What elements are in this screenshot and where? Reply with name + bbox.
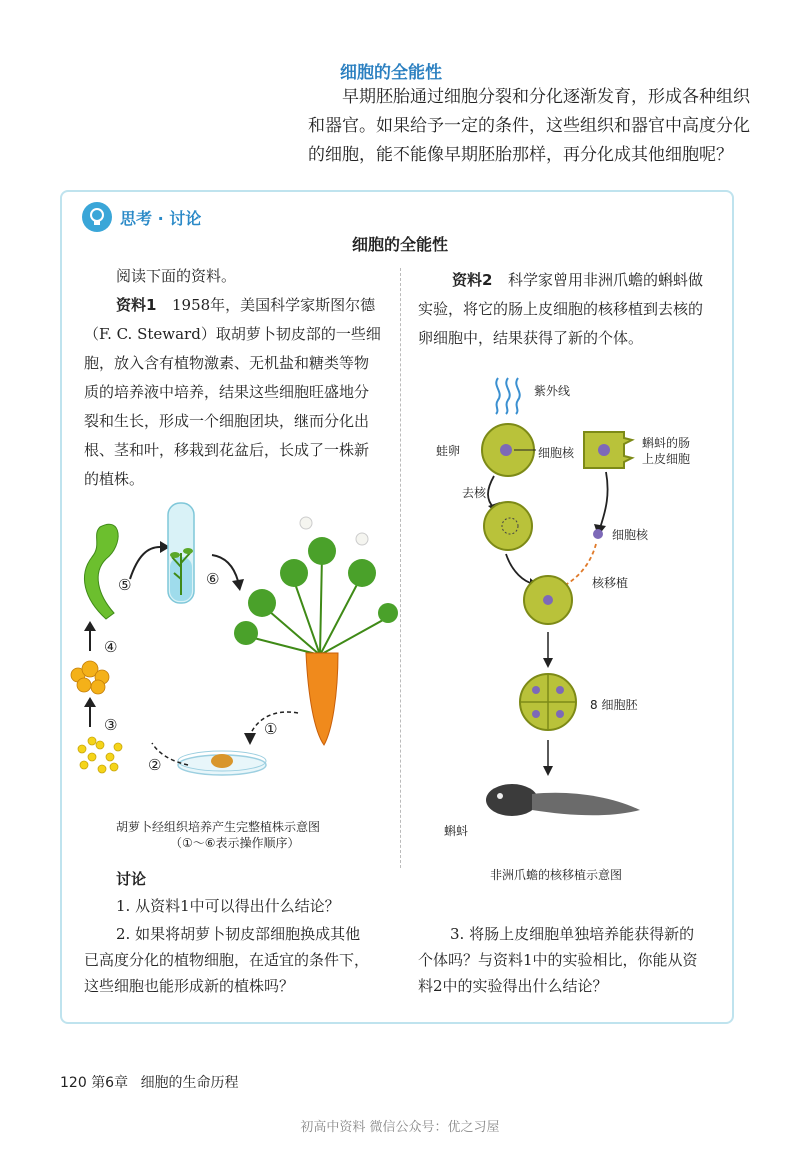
step-2-label: ② — [148, 756, 162, 774]
material2-line-2: 实验，将它的肠上皮细胞的核移植到去核的 — [418, 300, 704, 318]
transplant-label: 核移植 — [592, 576, 629, 590]
question-3-line-3: 料2中的实验得出什么结论？ — [418, 977, 608, 995]
left-lead: 阅读下面的资料。 — [116, 267, 237, 285]
material1-line-1: 1958年，美国科学家斯图尔德 — [172, 296, 376, 314]
carrot-caption-line-1: 胡萝卜经组织培养产生完整植株示意图 — [116, 820, 321, 834]
eight-cell-embryo-icon — [520, 674, 576, 730]
loose-cells-icon — [78, 737, 122, 773]
intestinal-cell-icon — [584, 432, 632, 468]
carrot-caption-line-2: （①～⑥表示操作顺序） — [170, 836, 300, 850]
question-3-line-2: 个体吗？与资料1中的实验相比，你能从资 — [418, 951, 698, 969]
step-6-label: ⑥ — [206, 570, 220, 588]
intro-line-1: 早期胚胎通过细胞分裂和分化逐渐发育，形成各种组织 — [342, 87, 750, 107]
step-5-label: ⑤ — [118, 576, 132, 594]
material1-line-4: 质的培养液中培养，结果这些细胞旺盛地分 — [84, 383, 370, 401]
material1-tag: 资料1 — [116, 296, 157, 314]
panel-label: 思考 · 讨论 — [120, 209, 202, 228]
watermark-text: 初高中资料 微信公众号：优之习屋 — [300, 1120, 500, 1135]
material1-line-5: 裂和生长，形成一个细胞团块，继而分化出 — [84, 412, 370, 430]
step-4-label: ④ — [104, 638, 118, 656]
petri-dish-icon — [178, 751, 266, 775]
material1-line-7: 的植株。 — [84, 470, 145, 488]
intestinal-label-2: 上皮细胞 — [642, 452, 691, 466]
page-number: 120 — [60, 1075, 87, 1091]
test-tube-icon — [168, 503, 194, 603]
chapter-title: 细胞的生命历程 — [140, 1075, 239, 1091]
material2-line-1: 科学家曾用非洲爪蟾的蝌蚪做 — [508, 271, 704, 289]
material2-line-3: 卵细胞中，结果获得了新的个体。 — [418, 329, 644, 347]
question-2-line-2: 已高度分化的植物细胞，在适宜的条件下， — [84, 951, 370, 969]
frog-caption: 非洲爪蟾的核移植示意图 — [490, 868, 623, 882]
panel-title: 细胞的全能性 — [351, 235, 448, 254]
intro-line-2: 和器官。如果给予一定的条件，这些组织和器官中高度分化 — [308, 116, 750, 136]
recipient-egg-icon — [524, 576, 572, 624]
tadpole-icon — [486, 784, 640, 816]
page-footer — [60, 1072, 239, 1092]
egg-label: 蛙卵 — [436, 444, 461, 458]
question-2-line-3: 这些细胞也能形成新的植株吗？ — [84, 977, 295, 995]
lightbulb-icon — [82, 202, 112, 232]
material1-line-3: 胞，放入含有植物激素、无机盐和糖类等物 — [84, 354, 370, 372]
step-3-label: ③ — [104, 716, 118, 734]
uv-light-icon — [496, 378, 520, 414]
enucleated-egg-icon — [484, 502, 532, 550]
tadpole-label: 蝌蚪 — [444, 824, 469, 838]
enucleate-label: 去核 — [462, 486, 487, 500]
question-2-line-1: 2. 如果将胡萝卜韧皮部细胞换成其他 — [116, 925, 361, 943]
question-3-line-1: 3. 将肠上皮细胞单独培养能获得新的 — [450, 925, 695, 943]
intro-line-3: 的细胞，能不能像早期胚胎那样，再分化成其他细胞呢？ — [308, 145, 733, 165]
uv-label: 紫外线 — [534, 384, 571, 398]
chapter-number: 第6章 — [91, 1075, 129, 1091]
nucleus-label-a: 细胞核 — [538, 446, 575, 460]
nucleus-label-b: 细胞核 — [612, 528, 649, 542]
discussion-heading: 讨论 — [116, 870, 147, 888]
material1-line-6: 根、茎和叶，移栽到花盆后，长成了一株新 — [84, 441, 370, 459]
carrot-plant-icon — [234, 517, 398, 745]
column-divider — [400, 268, 401, 868]
step-1-label: ① — [264, 720, 278, 738]
section-heading: 细胞的全能性 — [340, 63, 442, 83]
intestinal-label-1: 蝌蚪的肠 — [642, 436, 691, 450]
question-1: 1. 从资料1中可以得出什么结论？ — [116, 897, 340, 915]
callus-icon — [71, 661, 109, 694]
embryo-label: 8 细胞胚 — [590, 698, 638, 712]
green-shoot-icon — [84, 524, 118, 619]
free-nucleus-icon — [593, 529, 603, 539]
material2-tag: 资料2 — [452, 271, 493, 289]
material1-line-2: （F. C. Steward）取胡萝卜韧皮部的一些细 — [84, 325, 381, 343]
